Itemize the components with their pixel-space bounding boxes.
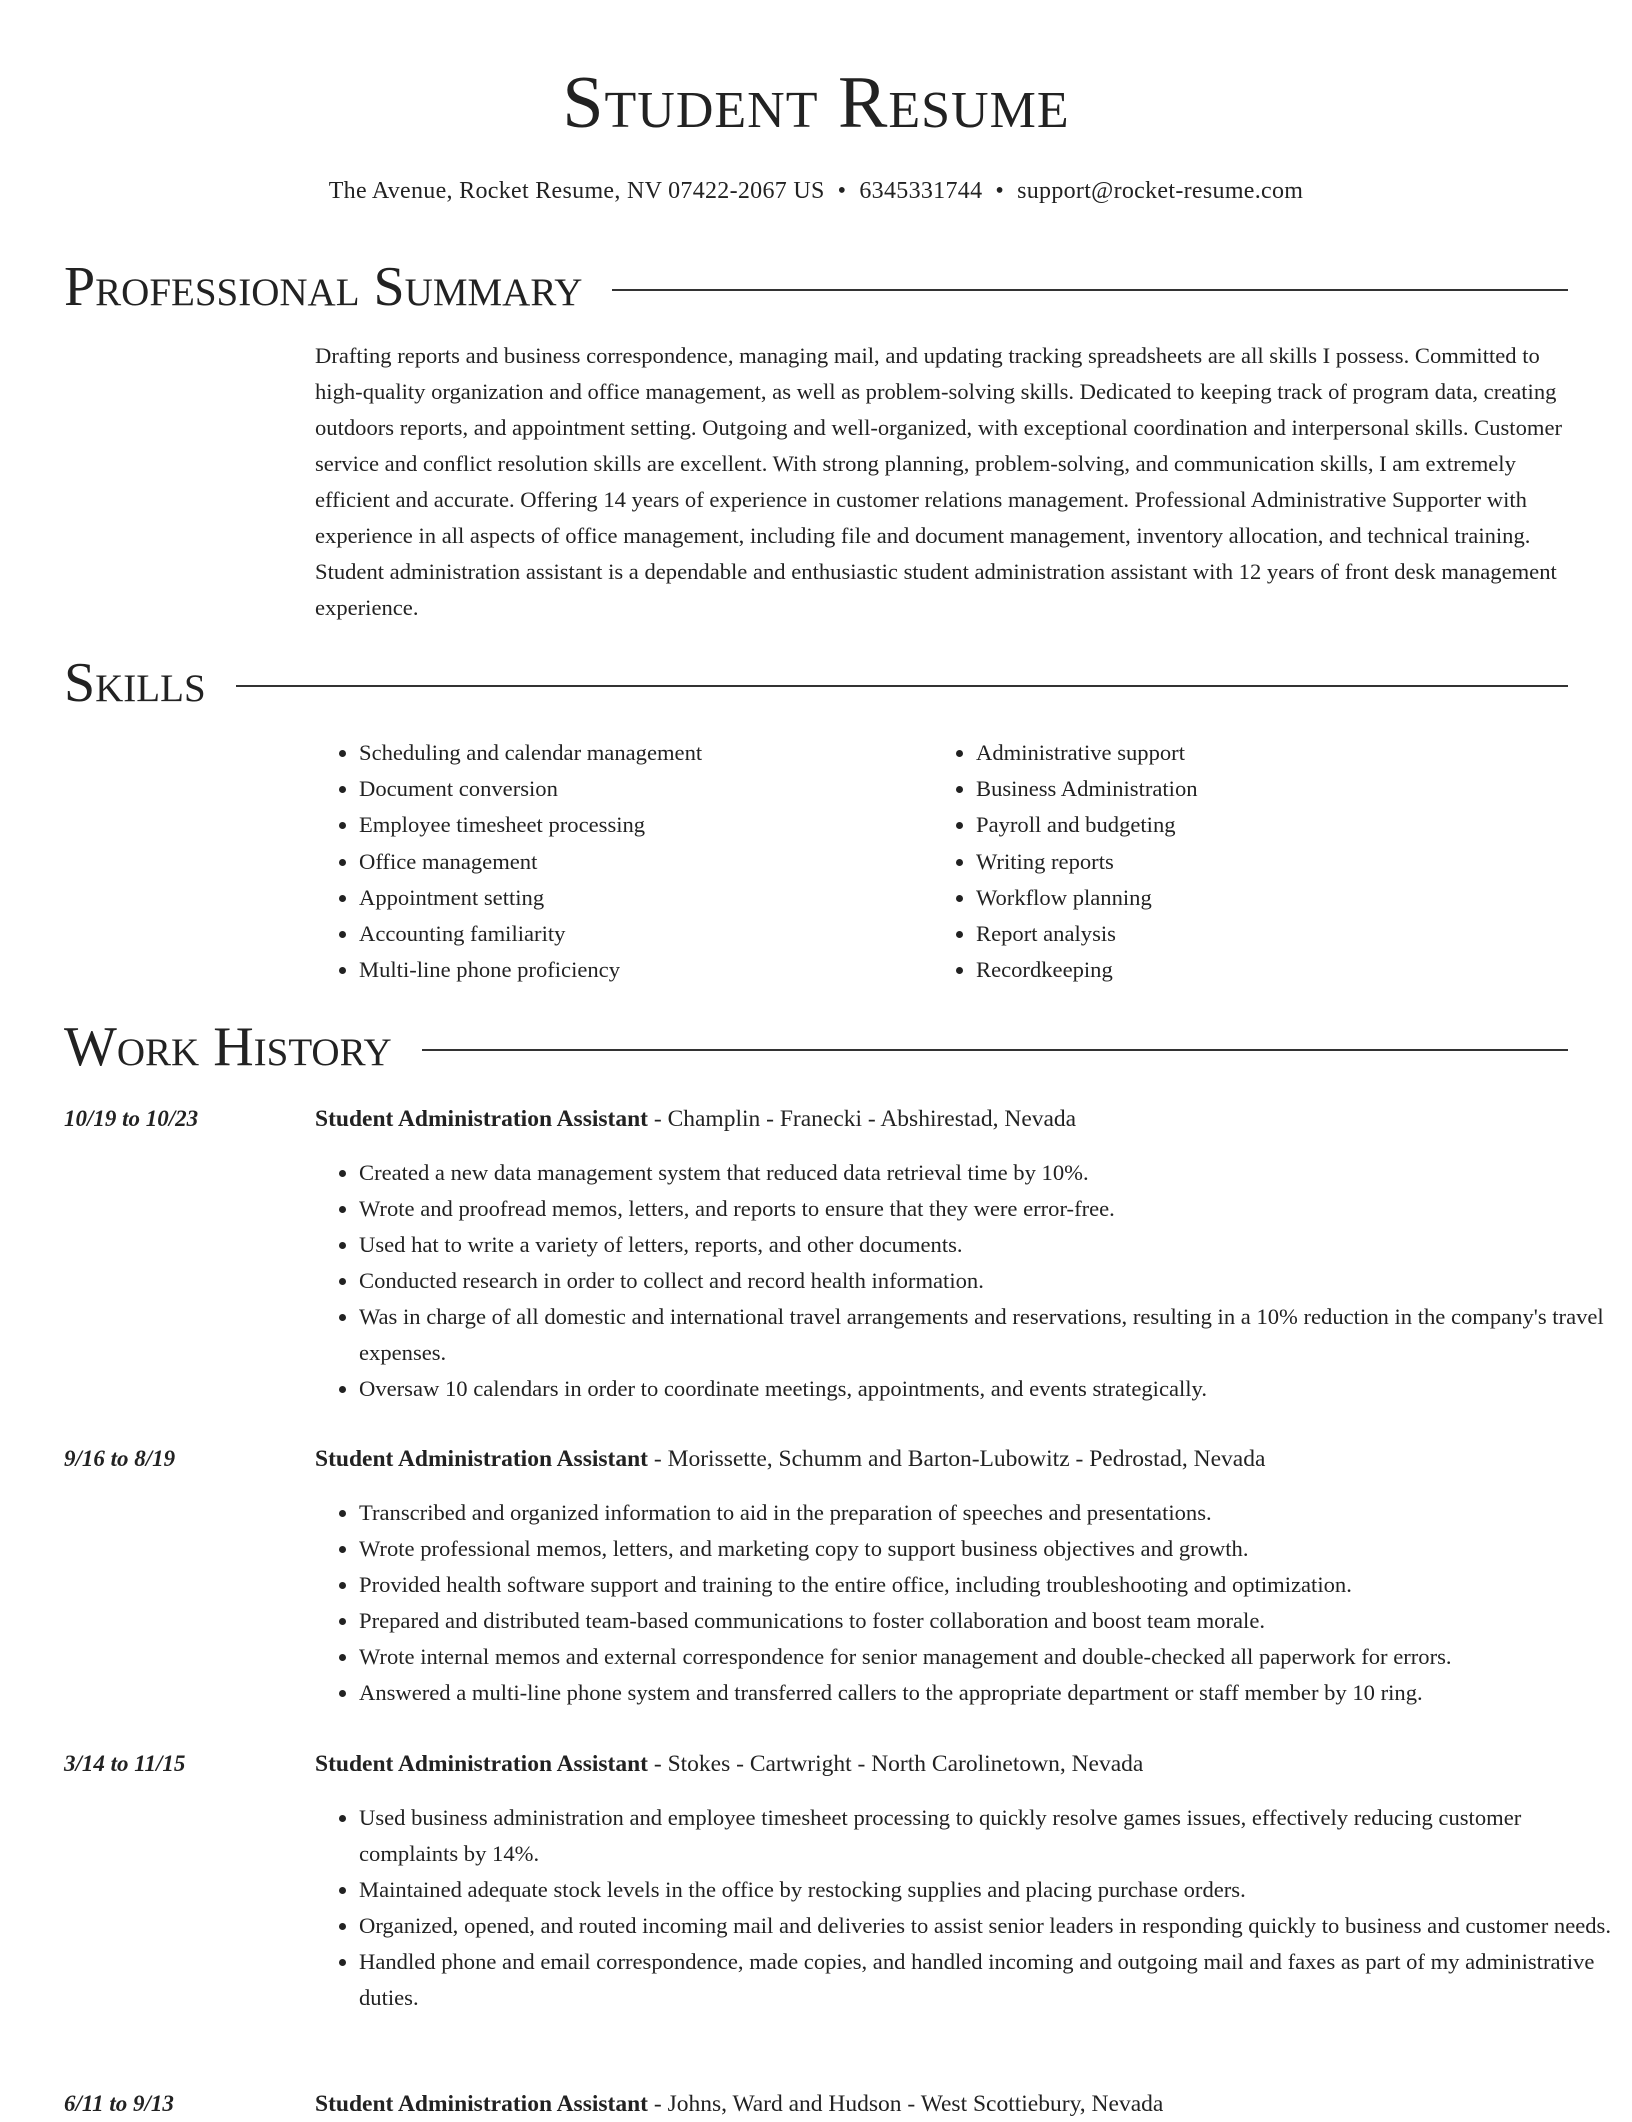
skills-list-right xyxy=(932,735,1596,988)
job-heading xyxy=(315,1101,1570,1137)
job-bullet: • Handled phone and email correspondence, made copies, and handled incoming and outgoing mail and faxes as part of my administrative duties. xyxy=(359,1944,1614,2016)
skill-item: • Writing reports xyxy=(976,844,1596,880)
job-bullet: • Answered a multi-line phone system and transferred callers to the appropriate department or staff member by 10 ring. xyxy=(359,1675,1614,1711)
skill-item: • Employee timesheet processing xyxy=(359,807,919,843)
skill-item: • Multi-line phone proficiency xyxy=(359,952,919,988)
skill-item: • Payroll and budgeting xyxy=(976,807,1596,843)
job-dates: 6/11 to 9/13 xyxy=(64,2091,174,2116)
resume-name: Student Resume xyxy=(562,62,1070,144)
contact-address: The Avenue, Rocket Resume, NV 07422-2067 US xyxy=(328,178,825,204)
job-bullet: • Was in charge of all domestic and international travel arrangements and reservations, resulting in a 10% reduction in the company's travel expenses. xyxy=(359,1299,1614,1371)
skill-item: • Accounting familiarity xyxy=(359,916,919,952)
job-bullet-list xyxy=(315,1800,1614,2016)
section-divider xyxy=(612,289,1568,291)
skill-item: • Report analysis xyxy=(976,916,1596,952)
job-bullet: • Oversaw 10 calendars in order to coordinate meetings, appointments, and events strategically. xyxy=(359,1371,1614,1407)
contact-email: support@rocket-resume.com xyxy=(1017,178,1304,204)
skill-item: • Business Administration xyxy=(976,771,1596,807)
work-section-title: Work History xyxy=(64,1016,392,1078)
skills-list-left xyxy=(315,735,919,988)
job-bullet: • Maintained adequate stock levels in the office by restocking supplies and placing purchase orders. xyxy=(359,1872,1614,1908)
job-bullet: • Used business administration and employee timesheet processing to quickly resolve games issues, effectively reducing customer complaints by 14%. xyxy=(359,1800,1614,1872)
job-dates: 3/14 to 11/15 xyxy=(64,1751,186,1776)
skill-item: • Scheduling and calendar management xyxy=(359,735,919,771)
job-bullet: • Wrote professional memos, letters, and marketing copy to support business objectives and growth. xyxy=(359,1531,1614,1567)
job-dates: 10/19 to 10/23 xyxy=(64,1106,199,1131)
job-bullet: • Transcribed and organized information to aid in the preparation of speeches and presentations. xyxy=(359,1495,1614,1531)
job-employer-location: - Morissette, Schumm and Barton-Lubowitz - Pedrostad, Nevada xyxy=(648,1446,1266,1472)
job-heading xyxy=(315,1441,1570,1477)
job-role: Student Administration Assistant xyxy=(315,2091,648,2117)
skill-item: • Administrative support xyxy=(976,735,1596,771)
job-employer-location: - Stokes - Cartwright - North Carolinetown, Nevada xyxy=(648,1751,1144,1777)
skill-item: • Workflow planning xyxy=(976,880,1596,916)
section-divider xyxy=(422,1049,1568,1051)
job-role: Student Administration Assistant xyxy=(315,1106,648,1132)
skill-item: • Document conversion xyxy=(359,771,919,807)
contact-phone: 6345331744 xyxy=(859,178,983,204)
job-bullet: • Prepared and distributed team-based communications to foster collaboration and boost team morale. xyxy=(359,1603,1614,1639)
job-bullet: • Wrote and proofread memos, letters, and reports to ensure that they were error-free. xyxy=(359,1191,1614,1227)
contact-separator: • xyxy=(837,178,847,204)
job-bullet: • Used hat to write a variety of letters, reports, and other documents. xyxy=(359,1227,1614,1263)
section-divider xyxy=(236,685,1568,687)
job-bullet: • Created a new data management system that reduced data retrieval time by 10%. xyxy=(359,1155,1614,1191)
job-dates: 9/16 to 8/19 xyxy=(64,1446,176,1471)
work-section-header xyxy=(64,1015,1568,1079)
contact-line xyxy=(0,176,1632,206)
contact-separator: • xyxy=(995,178,1005,204)
job-bullet: • Conducted research in order to collect and record health information. xyxy=(359,1263,1614,1299)
skills-section-header xyxy=(64,651,1568,715)
skill-item: • Recordkeeping xyxy=(976,952,1596,988)
skill-item: • Appointment setting xyxy=(359,880,919,916)
job-bullet: • Wrote internal memos and external correspondence for senior management and double-checked all paperwork for errors. xyxy=(359,1639,1614,1675)
job-heading xyxy=(315,1746,1570,1782)
job-bullet: • Organized, opened, and routed incoming mail and deliveries to assist senior leaders in responding quickly to business and customer needs. xyxy=(359,1908,1614,1944)
job-role: Student Administration Assistant xyxy=(315,1751,648,1777)
skill-item: • Office management xyxy=(359,844,919,880)
job-heading xyxy=(315,2086,1570,2122)
summary-text: Drafting reports and business correspondence, managing mail, and updating tracking spreadsheets are all skills I possess. Committed to high-quality organization and office management, as well as problem-solving skills. Dedicated to keeping track of program data, creating outdoors reports, and appointment setting. Outgoing and well-organized, with exceptional coordination and interpersonal skills. Customer service and conflict resolution skills are excellent. With strong planning, problem-solving, and communication skills, I am extremely efficient and accurate. Offering 14 years of experience in customer relations management. Professional Administrative Supporter with experience in all aspects of office management, including file and document management, inventory allocation, and technical training. Student administration assistant is a dependable and enthusiastic student administration assistant with 12 years of front desk management experience. xyxy=(315,343,1563,620)
summary-section-header xyxy=(64,255,1568,319)
summary-section-title: Professional Summary xyxy=(64,256,583,318)
job-role: Student Administration Assistant xyxy=(315,1446,648,1472)
job-bullet: • Provided health software support and training to the entire office, including troubleshooting and optimization. xyxy=(359,1567,1614,1603)
job-bullet-list xyxy=(315,1495,1614,1711)
job-employer-location: - Champlin - Franecki - Abshirestad, Nevada xyxy=(648,1106,1077,1132)
job-bullet-list xyxy=(315,1155,1614,1407)
skills-section-title: Skills xyxy=(64,652,206,714)
job-employer-location: - Johns, Ward and Hudson - West Scottiebury, Nevada xyxy=(648,2091,1164,2117)
